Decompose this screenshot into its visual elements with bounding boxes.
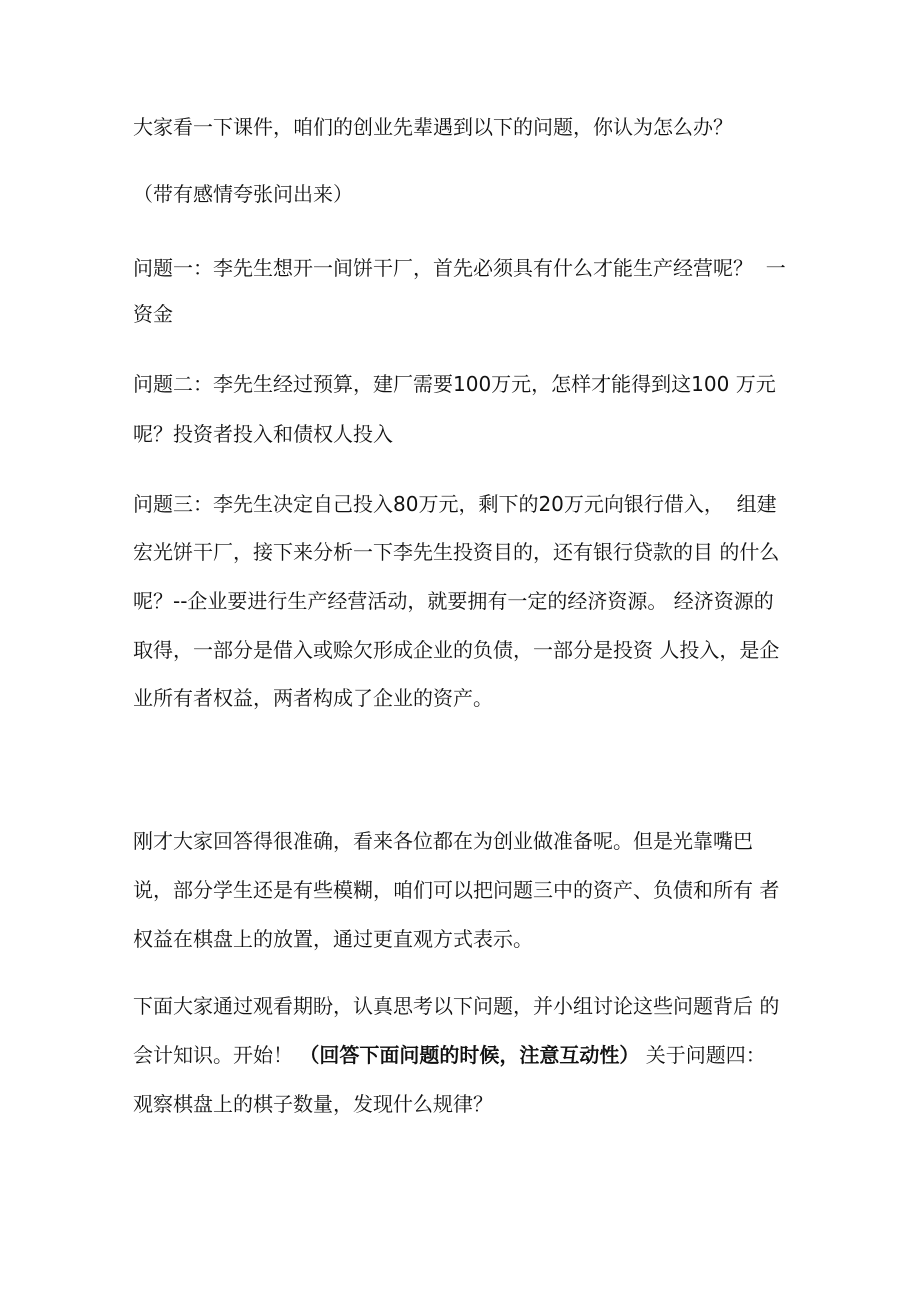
question-one-line-2: 资金 <box>133 302 173 326</box>
paragraph-stage-direction: （带有感情夸张问出来） <box>133 182 353 206</box>
paragraph-intro-question: 大家看一下课件，咱们的创业先辈遇到以下的问题，你认为怎么办？ <box>133 115 733 139</box>
question-three-line-4: 取得，一部分是借入或赊欠形成企业的负债，一部分是投资 人投入，是企 <box>133 638 780 662</box>
question-four-label: 关于问题四： <box>639 1043 766 1067</box>
interaction-note: （回答下面问题的时候，注意互动性） <box>299 1043 640 1067</box>
transition-paragraph-line-3: 权益在棋盘上的放置，通过更直观方式表示。 <box>133 927 533 951</box>
question-three-line-5: 业所有者权益，两者构成了企业的资产。 <box>133 686 493 710</box>
transition-paragraph-line-2: 说，部分学生还是有些模糊，咱们可以把问题三中的资产、负债和所有 者 <box>133 878 780 902</box>
question-two-line-2: 呢？投资者投入和债权人投入 <box>133 422 393 446</box>
question-one-line-1: 问题一：李先生想开一间饼干厂，首先必须具有什么才能生产经营呢？ 一 <box>133 256 786 280</box>
question-two-line-1: 问题二：李先生经过预算，建厂需要100万元，怎样才能得到这100 万元 <box>133 372 776 396</box>
question-three-line-3: 呢？--企业要进行生产经营活动，就要拥有一定的经济资源。 经济资源的 <box>133 589 774 613</box>
discussion-paragraph-line-2 <box>133 1041 766 1069</box>
question-three-line-2: 宏光饼干厂，接下来分析一下李先生投资目的，还有银行贷款的目 的什么 <box>133 540 780 564</box>
question-three-line-1: 问题三：李先生决定自己投入80万元，剩下的20万元向银行借入， 组建 <box>133 492 777 516</box>
discussion-paragraph-line-3: 观察棋盘上的棋子数量，发现什么规律？ <box>133 1092 493 1116</box>
discussion-paragraph-line-1: 下面大家通过观看期盼，认真思考以下问题，并小组讨论这些问题背后 的 <box>133 994 780 1018</box>
discussion-start-text: 会计知识。开始！ <box>133 1043 300 1067</box>
transition-paragraph-line-1: 刚才大家回答得很准确，看来各位都在为创业做准备呢。但是光靠嘴巴 <box>133 829 753 853</box>
